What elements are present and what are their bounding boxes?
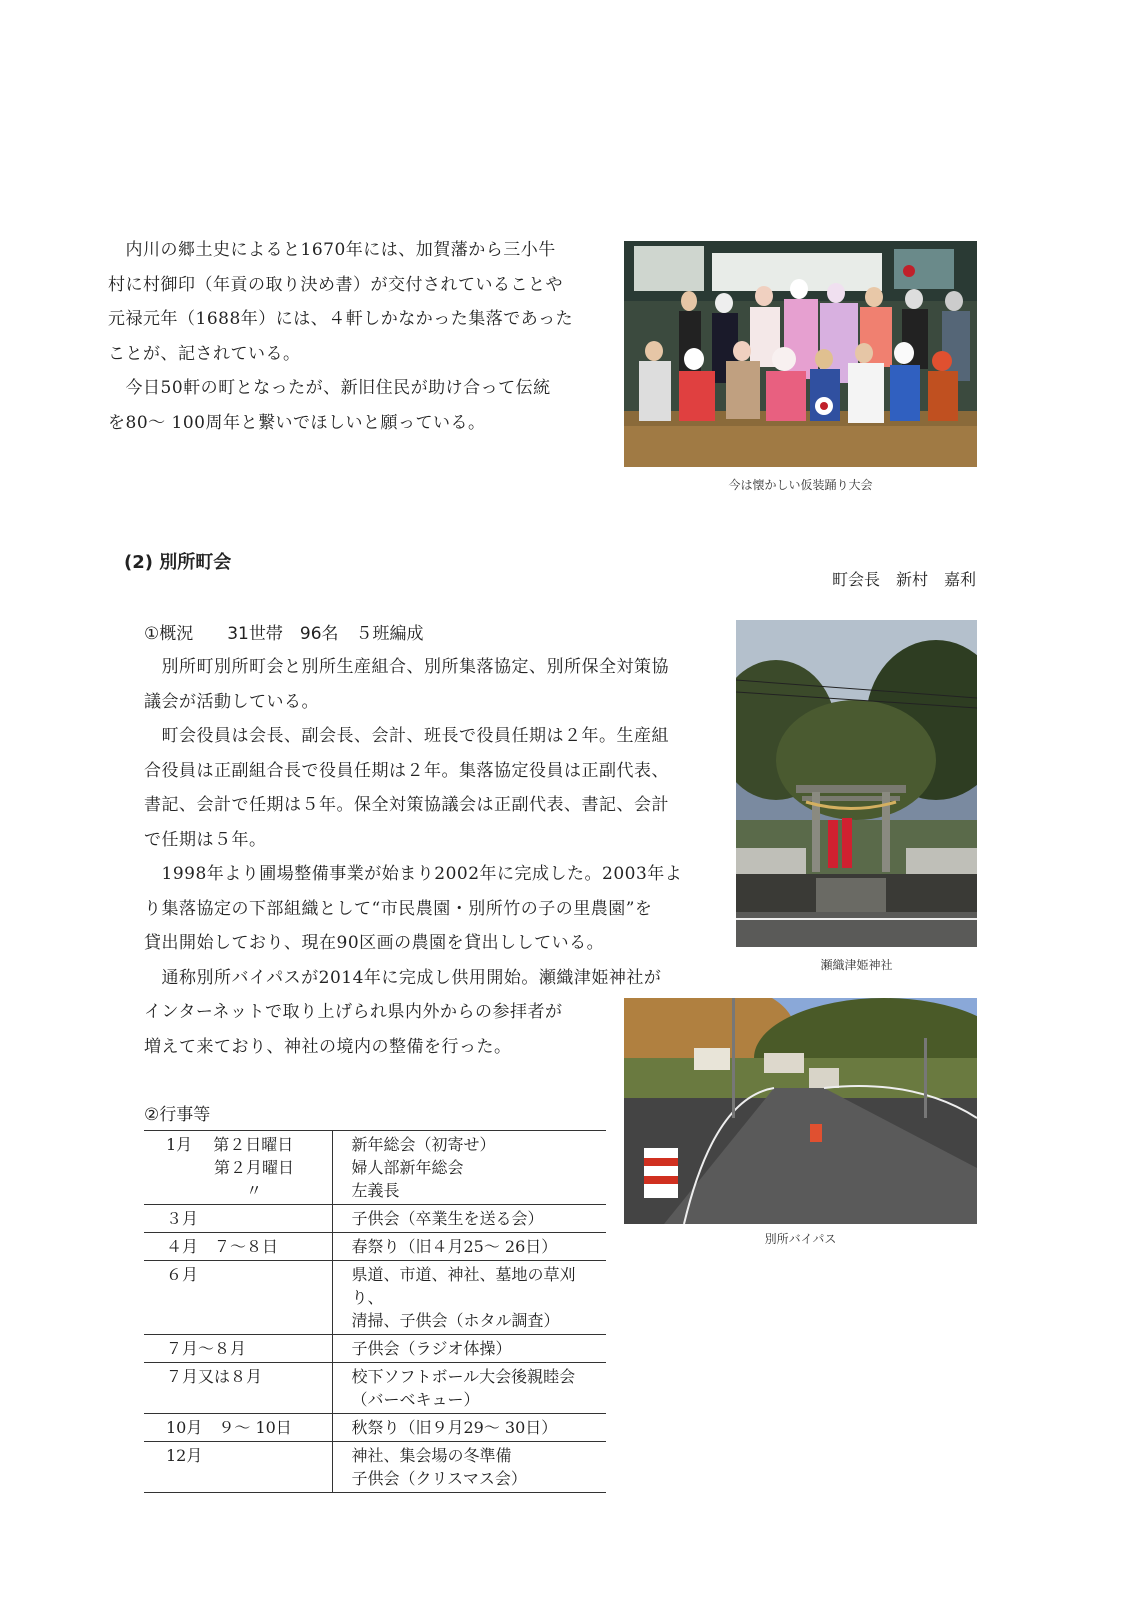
events-heading: ②行事等 [144,1105,211,1125]
overview-line: り集落協定の下部組織として“市民農園・別所竹の子の里農園”を [144,898,653,919]
event-when-line: 10月 ９～ 10日 [166,1418,292,1437]
event-what-line: 神社、集会場の冬準備 [351,1446,512,1465]
table-row [144,1442,606,1493]
intro-line: ことが、記されている。 [108,343,301,364]
intro-line: 今日50軒の町となったが、新旧住民が助け合って伝統 [108,378,551,398]
overview-line: 通称別所バイパスが2014年に完成し供用開始。瀬織津姫神社が [144,967,662,988]
event-what-line: 校下ソフトボール大会後親睦会 [351,1367,576,1386]
overview-line: 1998年より圃場整備事業が始まり2002年に完成した。2003年よ [144,864,683,884]
table-row [144,1131,606,1205]
event-when [144,1233,333,1261]
bypass-photo-caption: 別所バイパス [764,1232,837,1246]
event-when-line: ３月 [166,1209,199,1228]
overview-line: 別所町別所町会と別所生産組合、別所集落協定、別所保全対策協 [144,657,669,677]
events-table [144,1130,606,1493]
event-when-line: ６月 [166,1265,199,1284]
intro-line: を80～ 100周年と繋いでほしいと願っている。 [108,412,486,433]
event-what [333,1261,606,1335]
event-what-line: （バーベキュー） [351,1390,480,1409]
costume-photo-caption: 今は懐かしい仮装踊り大会 [728,478,873,492]
event-when [144,1335,333,1363]
event-when-line: 1月 第２日曜日 [166,1135,294,1154]
event-when-line: 〃 [166,1181,263,1200]
event-when [144,1261,333,1335]
event-what [333,1414,606,1442]
shrine-photo-caption: 瀬織津姫神社 [820,958,893,972]
table-row [144,1205,606,1233]
overview-heading: ①概況 31世帯 96名 ５班編成 [144,624,424,644]
section-title: (2) 別所町会 [124,552,232,573]
event-what [333,1335,606,1363]
intro-line: 村に村御印（年貢の取り決め書）が交付されていることや [108,274,563,295]
event-what-line: 清掃、子供会（ホタル調査） [351,1311,560,1330]
table-row [144,1335,606,1363]
table-row [144,1233,606,1261]
event-what [333,1363,606,1414]
event-when-line: ７月～８月 [166,1339,247,1358]
event-when [144,1414,333,1442]
overview-line: 議会が活動している。 [144,691,319,712]
intro-line: 内川の郷土史によると1670年には、加賀藩から三小牛 [108,240,556,260]
event-what [333,1131,606,1205]
shrine-photo [736,620,977,947]
table-row [144,1261,606,1335]
event-what [333,1442,606,1493]
event-when-line: ４月 ７～８日 [166,1237,279,1256]
overview-line: で任期は５年。 [144,829,267,850]
overview-line: 貸出開始しており、現在90区画の農園を貸出ししている。 [144,933,605,953]
event-what-line: 子供会（卒業生を送る会） [351,1209,544,1228]
event-what-line: 新年総会（初寄せ） [351,1135,496,1154]
event-when [144,1442,333,1493]
bypass-photo [624,998,977,1224]
event-what-line: 左義長 [351,1181,400,1200]
chair-name: 町会長 新村 嘉利 [831,570,976,589]
overview-line: 合役員は正副組合長で役員任期は２年。集落協定役員は正副代表、 [144,760,669,781]
table-row [144,1414,606,1442]
event-what-line: 婦人部新年総会 [351,1158,464,1177]
overview-line: 町会役員は会長、副会長、会計、班長で役員任期は２年。生産組 [144,726,669,746]
intro-text [108,233,603,440]
event-when [144,1205,333,1233]
event-what-line: 秋祭り（旧９月29～ 30日） [351,1418,558,1437]
event-what-line: 子供会（ラジオ体操） [351,1339,512,1358]
event-when-line: 12月 [166,1446,203,1465]
event-when-line: ７月又は８月 [166,1367,263,1386]
event-what-line: 春祭り（旧４月25～ 26日） [351,1237,558,1256]
costume-dance-photo [624,241,977,467]
overview-line: 増えて来ており、神社の境内の整備を行った。 [144,1036,512,1057]
overview-line: インターネットで取り上げられ県内外からの参拝者が [144,1002,563,1022]
event-what-line: 子供会（クリスマス会） [351,1469,527,1488]
event-when [144,1131,333,1205]
event-when [144,1363,333,1414]
intro-line: 元禄元年（1688年）には、４軒しかなかった集落であった [108,309,574,329]
event-what-line: 県道、市道、神社、墓地の草刈り、 [351,1265,576,1307]
overview-line: 書記、会計で任期は５年。保全対策協議会は正副代表、書記、会計 [144,795,669,815]
event-when-line: 第２月曜日 [166,1158,295,1177]
event-what [333,1205,606,1233]
event-what [333,1233,606,1261]
table-row [144,1363,606,1414]
